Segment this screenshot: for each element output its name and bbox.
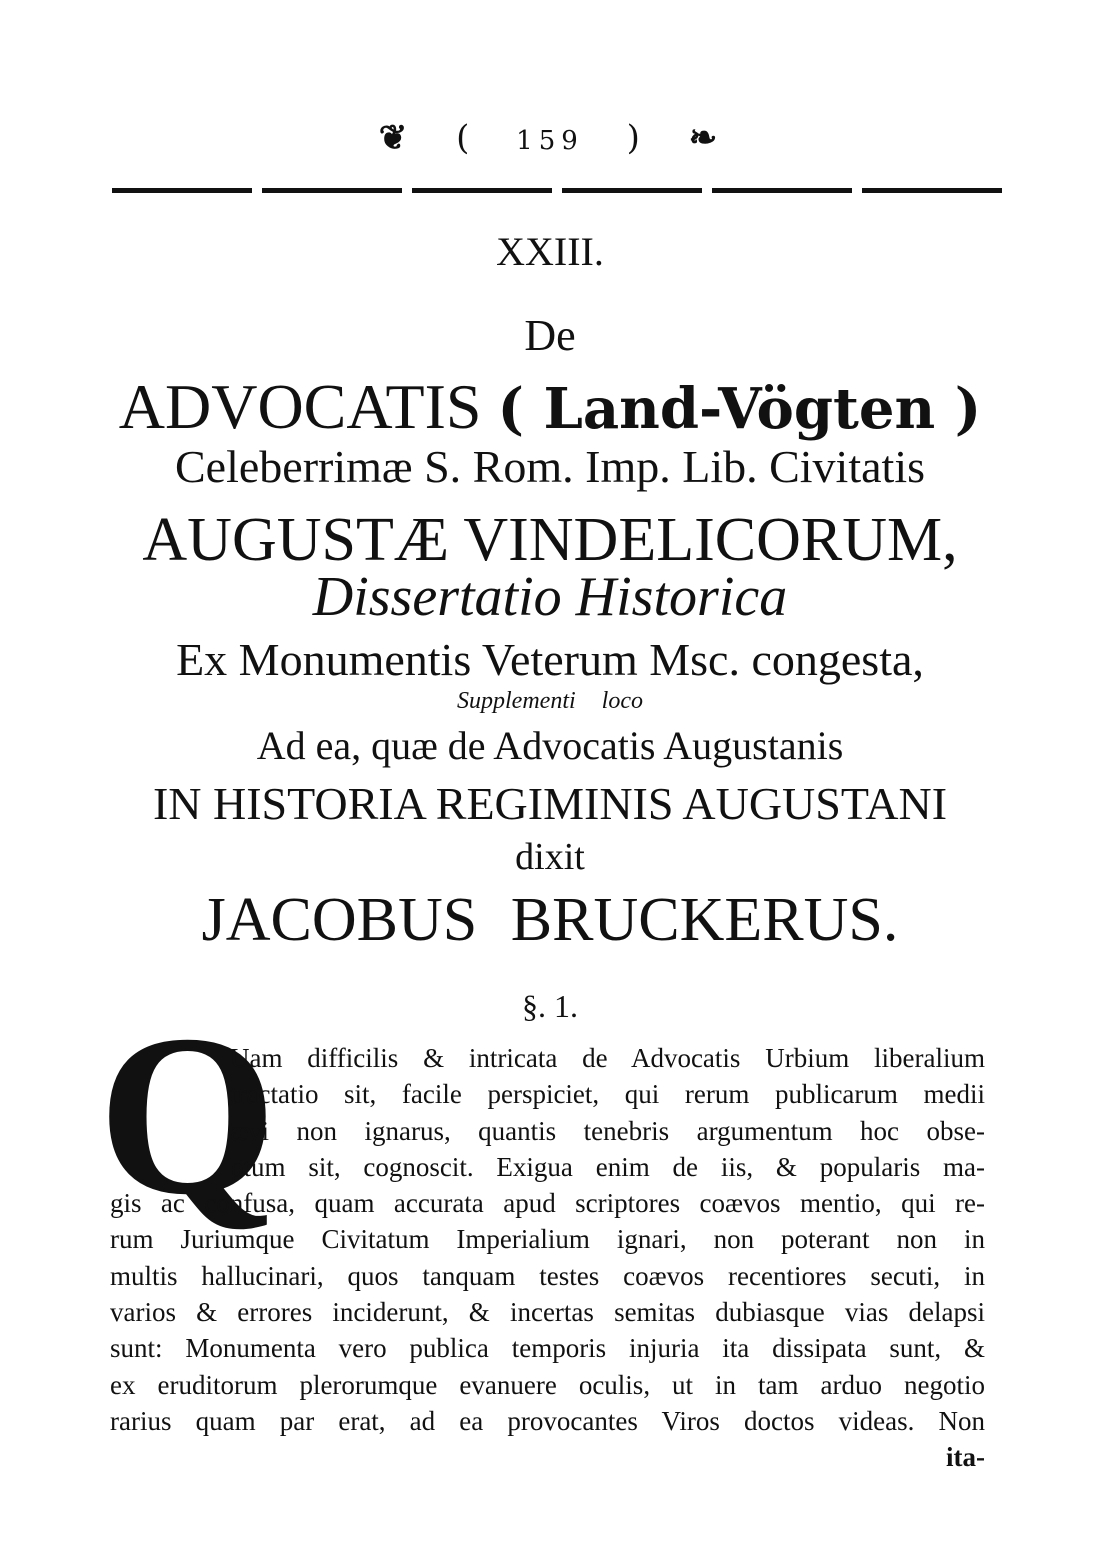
title-in-historia: IN HISTORIA REGIMINIS AUGUSTANI: [152, 778, 948, 829]
running-header: [0, 118, 1100, 158]
title-supplementi: Supplementi loco: [457, 688, 643, 714]
body-line: rum Juriumque Civitatum Imperialium ignari, non poterant non in: [110, 1224, 985, 1255]
title-german-gloss: ( Land-Vögten ): [497, 376, 982, 442]
body-line: varios & errores inciderunt, & incertas semitas dubiasque vias delapsi: [110, 1297, 985, 1328]
title-dixit: dixit: [515, 836, 585, 878]
body-line: sunt: Monumenta vero publica temporis injuria ita dissipata sunt, &: [110, 1333, 985, 1364]
title-augustae: AUGUSTÆ VINDELICORUM,: [142, 506, 958, 574]
ornament-right-icon: ❧: [688, 118, 722, 158]
section-mark: §. 1.: [522, 988, 578, 1024]
page-number: 159: [516, 126, 584, 156]
body-line: ptum sit, cognoscit. Exigua enim de iis, & popularis ma-: [230, 1151, 985, 1182]
title-author: JACOBUS BRUCKERUS.: [201, 886, 899, 954]
title-dissertatio: Dissertatio Historica: [312, 566, 788, 628]
chapter-number: XXIII.: [496, 229, 604, 274]
catchword: ita-: [946, 1442, 985, 1473]
title-ex-monumentis: Ex Monumentis Veterum Msc. congesta,: [176, 634, 924, 685]
body-line: gis ac confusa, quam accurata apud scriptores coævos mentio, qui re-: [110, 1188, 985, 1219]
ornament-left-icon: ❦: [378, 118, 412, 158]
title-de: De: [524, 311, 576, 360]
body-line: rarius quam par erat, ad ea provocantes Viros doctos videas. Non: [110, 1405, 985, 1436]
header-rule: [112, 188, 1002, 193]
close-paren: ): [626, 118, 644, 158]
drop-cap: Q: [98, 987, 277, 1242]
body-paragraph: [110, 1040, 985, 1476]
title-advocatis-line: [0, 370, 1100, 444]
title-advocatis: ADVOCATIS: [118, 371, 482, 442]
title-celeberrimae: Celeberrimæ S. Rom. Imp. Lib. Civitatis: [174, 441, 925, 492]
body-line: multis hallucinari, quos tanquam testes coævos recentiores secuti, in: [110, 1260, 985, 1291]
body-line: ævi non ignarus, quantis tenebris argumentum hoc obse-: [230, 1115, 985, 1146]
title-ad-ea: Ad ea, quæ de Advocatis Augustanis: [256, 723, 844, 768]
body-line: tractatio sit, facile perspiciet, qui rerum publicarum medii: [230, 1079, 985, 1110]
body-line: ex eruditorum plerorumque evanuere oculis, ut in tam arduo negotio: [110, 1369, 985, 1400]
body-line: Uam difficilis & intricata de Advocatis Urbium liberalium: [230, 1043, 985, 1073]
open-paren: (: [456, 118, 474, 158]
